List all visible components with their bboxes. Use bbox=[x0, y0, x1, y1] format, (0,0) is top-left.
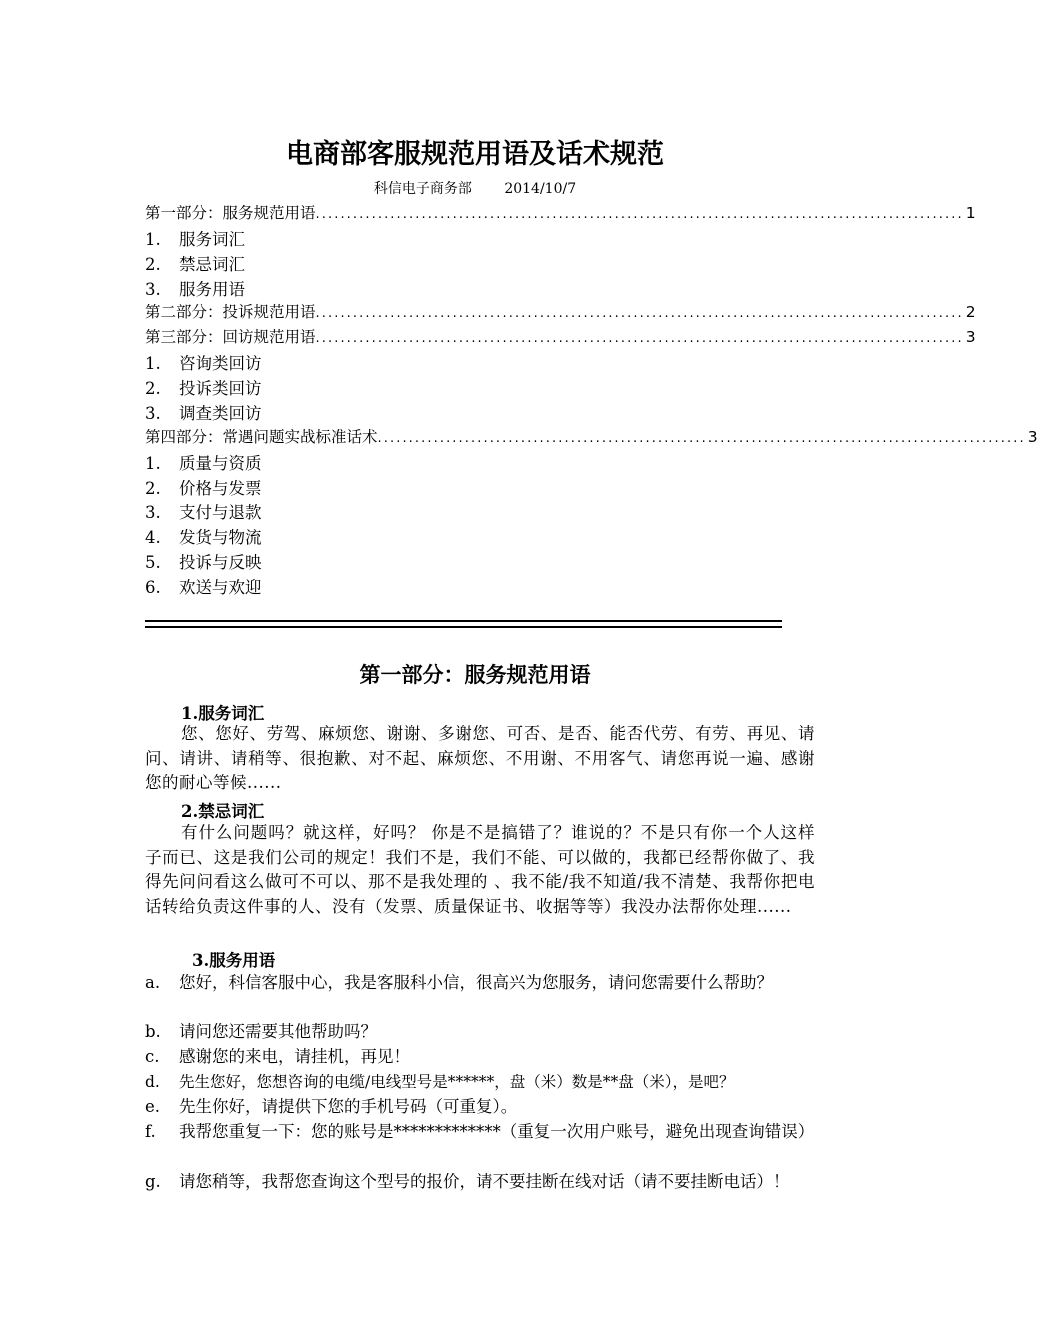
toc-subentry[interactable] bbox=[145, 450, 262, 474]
toc-subentry[interactable] bbox=[145, 350, 262, 374]
toc-page-number: 1 bbox=[965, 204, 976, 222]
list-item-marker: f. bbox=[145, 1122, 156, 1141]
document-subtitle bbox=[0, 178, 950, 198]
list-item bbox=[145, 971, 813, 996]
list-item-text: 请问您还需要其他帮助吗？ bbox=[179, 1022, 377, 1041]
toc-page-number: 3 bbox=[965, 328, 976, 346]
divider-line bbox=[145, 620, 782, 622]
list-item-text: 我帮您重复一下：您的账号是*************（重复一次用户账号，避免出现查询错误） bbox=[179, 1122, 815, 1141]
toc-subentry-number: 4. bbox=[145, 528, 161, 547]
subsection-heading: 2.禁忌词汇 bbox=[181, 802, 265, 821]
list-item bbox=[145, 1120, 813, 1145]
paragraph-service-vocabulary: 您、您好、劳驾、麻烦您、谢谢、多谢您、可否、是否、能否代劳、有劳、再见、请问、请讲、请稍等、很抱歉、对不起、麻烦您、不用谢、不用客气、请您再说一遍、感谢您的耐心等候...... bbox=[145, 724, 815, 792]
toc-subentry-number: 1. bbox=[145, 454, 161, 473]
toc-entry-title: 第一部分：服务规范用语 bbox=[145, 204, 316, 222]
toc-entry-title: 第二部分：投诉规范用语 bbox=[145, 303, 316, 321]
toc-subentry-label: 服务词汇 bbox=[179, 230, 245, 249]
toc-subentry-label: 投诉与反映 bbox=[179, 553, 262, 572]
toc-subentry[interactable] bbox=[145, 226, 245, 250]
toc-entry-part3[interactable] bbox=[145, 325, 976, 347]
toc-page-number: 2 bbox=[965, 303, 976, 321]
toc-subentry[interactable] bbox=[145, 375, 262, 399]
list-item bbox=[145, 1170, 813, 1195]
toc-subentry-number: 1. bbox=[145, 230, 161, 249]
toc-subentry[interactable] bbox=[145, 549, 262, 573]
toc-page-number: 3 bbox=[1027, 428, 1038, 446]
divider-line bbox=[145, 626, 782, 628]
section-title: 第一部分：服务规范用语 bbox=[359, 662, 591, 687]
list-item bbox=[145, 1070, 825, 1095]
paragraph-taboo-vocabulary: 有什么问题吗？就这样，好吗？ 你是不是搞错了？谁说的？不是只有你一个人这样子而已、这是我们公司的规定！我们不是，我们不能、可以做的，我都已经帮你做了、我得先问问看这么做可不可以、那不是我处理的 、我不能/我不知道/我不清楚、我帮你把电话转给负责这件事的人、没有（发票、质量保证书、收据等等）我没办法帮你处理...... bbox=[145, 823, 815, 916]
toc-subentry-label: 支付与退款 bbox=[179, 503, 262, 522]
toc-leader-dots: ........................................................................................................ bbox=[377, 431, 1026, 446]
list-item-text: 您好，科信客服中心，我是客服科小信，很高兴为您服务，请问您需要什么帮助？ bbox=[179, 973, 773, 992]
toc-subentry-number: 3. bbox=[145, 280, 161, 299]
toc-subentry-label: 质量与资质 bbox=[179, 454, 262, 473]
toc-subentry-label: 服务用语 bbox=[179, 280, 245, 299]
list-item-text: 感谢您的来电，请挂机，再见！ bbox=[179, 1047, 410, 1066]
toc-leader-dots: ........................................................................................................ bbox=[315, 331, 964, 346]
toc-entry-part1[interactable] bbox=[145, 201, 976, 223]
toc-subentry-number: 3. bbox=[145, 503, 161, 522]
toc-entry-part2[interactable] bbox=[145, 300, 976, 322]
list-item-marker: e. bbox=[145, 1097, 161, 1116]
toc-leader-dots: ........................................................................................................ bbox=[315, 207, 964, 222]
toc-subentry[interactable] bbox=[145, 574, 262, 598]
toc-subentry-number: 3. bbox=[145, 404, 161, 423]
toc-subentry-label: 欢送与欢迎 bbox=[179, 578, 262, 597]
toc-subentry-number: 2. bbox=[145, 479, 161, 498]
document-date: 2014/10/7 bbox=[504, 181, 577, 197]
list-item-marker: a. bbox=[145, 973, 161, 992]
list-item bbox=[145, 1095, 813, 1120]
toc-subentry-number: 5. bbox=[145, 553, 161, 572]
toc-subentry-number: 1. bbox=[145, 354, 161, 373]
list-item-text: 先生你好，请提供下您的手机号码（可重复）。 bbox=[179, 1097, 518, 1116]
toc-subentry[interactable] bbox=[145, 524, 262, 548]
toc-entry-part4[interactable] bbox=[145, 425, 1038, 447]
toc-subentry-number: 2. bbox=[145, 379, 161, 398]
toc-subentry[interactable] bbox=[145, 276, 245, 300]
list-item bbox=[145, 1045, 813, 1070]
toc-subentry-label: 调查类回访 bbox=[179, 404, 262, 423]
list-item-marker: c. bbox=[145, 1047, 160, 1066]
subsection-heading: 3.服务用语 bbox=[192, 951, 276, 970]
toc-subentry-label: 发货与物流 bbox=[179, 528, 262, 547]
list-item-marker: b. bbox=[145, 1022, 161, 1041]
list-item-marker: g. bbox=[145, 1172, 161, 1191]
toc-subentry[interactable] bbox=[145, 251, 245, 275]
toc-subentry-label: 价格与发票 bbox=[179, 479, 262, 498]
toc-subentry[interactable] bbox=[145, 400, 262, 424]
toc-entry-title: 第三部分：回访规范用语 bbox=[145, 328, 316, 346]
department-name: 科信电子商务部 bbox=[373, 181, 472, 197]
toc-leader-dots: ........................................................................................................ bbox=[315, 306, 964, 321]
toc-subentry-label: 咨询类回访 bbox=[179, 354, 262, 373]
toc-subentry[interactable] bbox=[145, 475, 262, 499]
list-item-text: 请您稍等，我帮您查询这个型号的报价，请不要挂断在线对话（请不要挂断电话）！ bbox=[179, 1172, 790, 1191]
toc-subentry-label: 投诉类回访 bbox=[179, 379, 262, 398]
list-item bbox=[145, 1020, 813, 1045]
toc-subentry-number: 6. bbox=[145, 578, 161, 597]
toc-subentry-number: 2. bbox=[145, 255, 161, 274]
list-item-text: 先生您好，您想咨询的电缆/电线型号是******，盘（米）数是**盘（米），是吧？ bbox=[179, 1073, 735, 1091]
toc-entry-title: 第四部分：常遇问题实战标准话术 bbox=[145, 428, 378, 446]
document-title: 电商部客服规范用语及话术规范 bbox=[286, 139, 664, 170]
toc-subentry[interactable] bbox=[145, 499, 262, 523]
list-item-marker: d. bbox=[145, 1073, 160, 1091]
toc-subentry-label: 禁忌词汇 bbox=[179, 255, 245, 274]
subsection-heading: 1.服务词汇 bbox=[181, 704, 265, 723]
